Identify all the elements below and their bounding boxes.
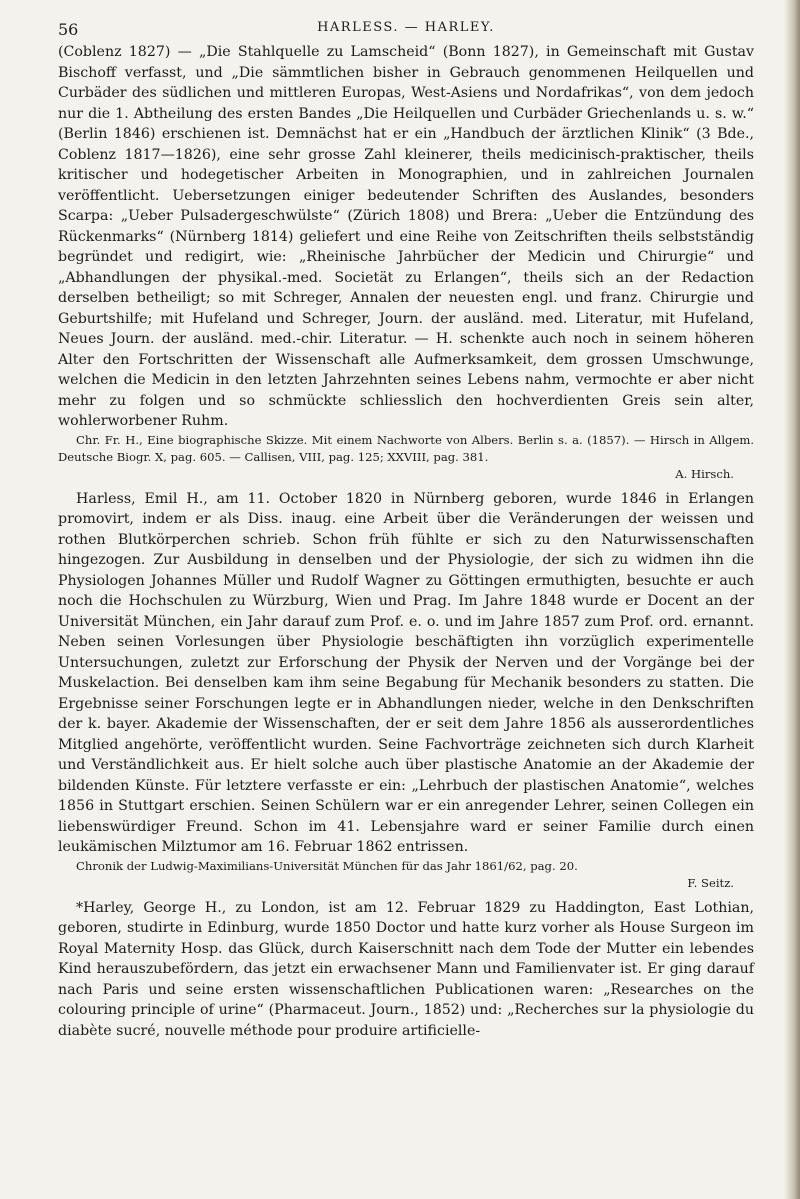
entry-harless-author: F. Seitz. [687, 875, 734, 890]
page-number: 56 [58, 20, 79, 39]
page-header [58, 14, 754, 38]
entry-harless-references: Chronik der Ludwig-Maximilians-Universität München für das Jahr 1861/62, pag. 20. [76, 858, 578, 873]
entry-bischoff-author: A. Hirsch. [675, 466, 734, 481]
entry-bischoff-references: Chr. Fr. H., Eine biographische Skizze. Mit einem Nachworte von Albers. Berlin s. a. (1857). — Hirsch in Allgem. Deutsche Biogr. X, pag. 605. — Callisen, VIII, pag. 125; XXVIII, pag. 381. [58, 432, 754, 464]
entry-harless-text: Harless, Emil H., am 11. October 1820 in Nürnberg geboren, wurde 1846 in Erlangen promovirt, indem er als Diss. inaug. eine Arbeit über die Veränderungen der weissen und rothen Blutkörperchen schrieb. Schon früh fühlte er sich zu den Naturwissenschaften hingezogen. Zur Ausbildung in denselben und der Physiologie, der sich zu widmen ihn die Physiologen Johannes Müller und Rudolf Wagner zu Göttingen ermuthigten, besuchte er auch noch die Hochschulen zu Würzburg, Wien und Prag. Im Jahre 1848 wurde er Docent an der Universität München, ein Jahr darauf zum Prof. e. o. und im Jahre 1857 zum Prof. ord. ernannt. Neben seinen Vorlesungen über Physiologie beschäftigten ihn vorzüglich experimentelle Untersuchungen, zuletzt zur Erforschung der Physik der Nerven und der Vorgänge bei der Muskelaction. Bei denselben kam ihm seine Begabung für Mechanik besonders zu statten. Die Ergebnisse seiner Forschungen legte er in Abhandlungen nieder, welche in den Denkschriften der k. bayer. Akademie der Wissenschaften, der er seit dem Jahre 1856 als ausserordentliches Mitglied angehörte, veröffentlicht wurden. Seine Fachvorträge zeichneten sich durch Klarheit und Verständlichkeit aus. Er hielt solche auch über plastische Anatomie an der Akademie der bildenden Künste. Für letztere verfasste er ein: „Lehrbuch der plastischen Anatomie“, welches 1856 in Stuttgart erschien. Seinen Schülern war er ein anregender Lehrer, seinen Collegen ein liebenswürdiger Freund. Schon im 41. Lebensjahre ward er seiner Familie durch einen leukämischen Milztumor am 16. Februar 1862 entrissen. [58, 490, 754, 855]
entry-bischoff-text: (Coblenz 1827) — „Die Stahlquelle zu Lamscheid“ (Bonn 1827), in Gemeinschaft mit Gustav Bischoff verfasst, und „Die sämmtlichen bisher in Gebrauch genommenen Heilquellen und Curbäder des südlichen und mittleren Europas, West-Asiens und Nordafrikas“, von dem jedoch nur die 1. Abtheilung des ersten Bandes „Die Heilquellen und Curbäder Griechenlands u. s. w.“ (Berlin 1846) erschienen ist. Demnächst hat er ein „Handbuch der ärztlichen Klinik“ (3 Bde., Coblenz 1817—1826), eine sehr grosse Zahl kleinerer, theils medicinisch-praktischer, theils kritischer und hodegetischer Arbeiten in Monographien, und in zahlreichen Journalen veröffentlicht. Uebersetzungen einiger bedeutender Schriften des Auslandes, besonders Scarpa: „Ueber Pulsadergeschwülste“ (Zürich 1808) und Brera: „Ueber die Entzündung des Rückenmarks“ (Nürnberg 1814) geliefert und eine Reihe von Zeitschriften theils selbstständig begründet und redigirt, wie: „Rheinische Jahrbücher der Medicin und Chirurgie“ und „Abhandlungen der physikal.-med. Societät zu Erlangen“, theils sich an der Redaction derselben betheiligt; so mit Schreger, Annalen der neuesten engl. und franz. Chirurgie und Geburtshilfe; mit Hufeland und Schreger, Journ. der ausländ. med. Literatur, mit Hufeland, Neues Journ. der ausländ. med.-chir. Literatur. — H. schenkte auch noch in seinem höheren Alter den Fortschritten der Wissenschaft alle Aufmerksamkeit, dem grossen Umschwunge, welchen die Medicin in den letzten Jahrzehnten seines Lebens nahm, vermochte er aber nicht mehr zu folgen und so schmückte schliesslich den hochverdienten Greis sein alter, wohlerworbener Ruhm. [58, 44, 754, 429]
running-title: HARLESS. — HARLEY. [317, 20, 495, 35]
page-edge-shadow [784, 0, 800, 1199]
entry-harley-text: *Harley, George H., zu London, ist am 12. Februar 1829 zu Haddington, East Lothian, geboren, studirte in Edinburg, wurde 1850 Doctor und hatte kurz vorher als House Surgeon im Royal Maternity Hosp. das Glück, durch Kaiserschnitt nach dem Tode der Mutter ein lebendes Kind herauszubefördern, das jetzt ein erwachsener Mann und Familienvater ist. Er ging darauf nach Paris und seine ersten wissenschaftlichen Publicationen waren: „Researches on the colouring principle of urine“ (Pharmaceut. Journ., 1852) und: „Recherches sur la physiologie du diabète sucré, nouvelle méthode pour produire artificielle- [58, 899, 754, 1039]
